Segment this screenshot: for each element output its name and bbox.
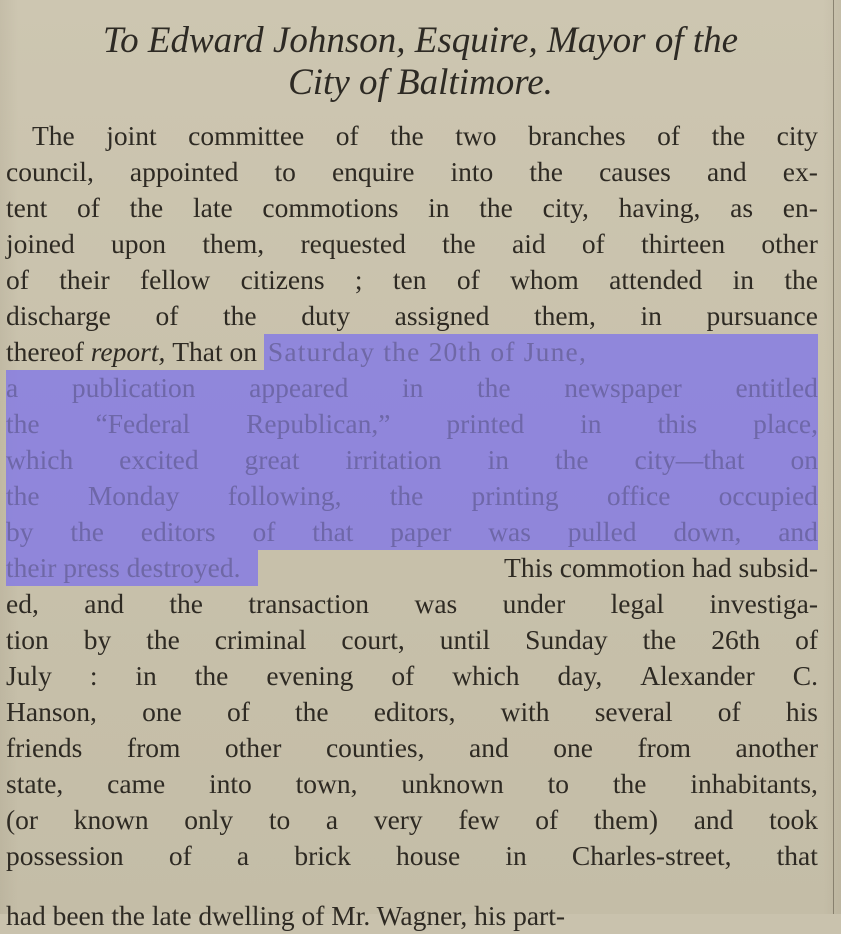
word: a	[325, 804, 339, 835]
word: unknown	[401, 768, 504, 799]
word: following,	[227, 480, 342, 511]
word: as	[730, 192, 754, 223]
word: friends	[6, 732, 83, 763]
word: The	[32, 120, 75, 151]
highlight-end: their press destroyed.	[6, 550, 258, 586]
word: and	[693, 804, 734, 835]
word: publication	[71, 372, 196, 403]
word: branches	[527, 120, 626, 151]
word: great	[244, 444, 300, 475]
word: council,	[6, 156, 94, 187]
word: and	[84, 588, 124, 619]
word: and	[778, 516, 818, 547]
word: attended	[609, 264, 703, 295]
word: (or	[6, 804, 39, 835]
word: Charles-street,	[571, 840, 732, 871]
text-line	[6, 694, 818, 730]
word: commotions	[262, 192, 399, 223]
word: state,	[6, 768, 64, 799]
word: C.	[792, 660, 818, 691]
word: the	[612, 768, 647, 799]
word: in	[402, 372, 424, 403]
word: tion	[6, 624, 49, 655]
word: joint	[106, 120, 157, 151]
word: en-	[782, 192, 818, 223]
text-line	[6, 622, 818, 658]
word: Republican,”	[246, 408, 391, 439]
word: by	[83, 624, 112, 655]
word: upon	[111, 228, 167, 259]
word: the	[442, 228, 476, 259]
word: in	[135, 660, 157, 691]
word: the	[642, 624, 677, 655]
word: court,	[341, 624, 405, 655]
word: with	[500, 696, 550, 727]
word: the	[529, 156, 563, 187]
word: ex-	[782, 156, 818, 187]
word: Alexander	[640, 660, 755, 691]
word: that	[312, 516, 354, 547]
word: city,	[542, 192, 589, 223]
article-body	[6, 118, 818, 874]
column-rule	[833, 0, 834, 914]
word: in	[505, 840, 527, 871]
word: town,	[295, 768, 358, 799]
word: assigned	[394, 300, 490, 331]
word: which	[6, 444, 74, 475]
word: in	[428, 192, 450, 223]
highlighted-line	[6, 478, 818, 514]
word: of	[391, 660, 415, 691]
word: one	[142, 696, 182, 727]
word: Hanson,	[6, 696, 97, 727]
highlighted-line	[6, 514, 818, 550]
word: them,	[202, 228, 265, 259]
word: from	[126, 732, 181, 763]
word: thirteen	[641, 228, 726, 259]
word: place,	[753, 408, 818, 439]
word: committee	[188, 120, 305, 151]
word: evening	[266, 660, 354, 691]
word: city	[776, 120, 818, 151]
cutoff-line: had been the late dwelling of Mr. Wagner, his part-	[6, 900, 565, 931]
word: citizens	[240, 264, 325, 295]
line-rest: This commotion had subsid-	[504, 552, 818, 583]
line-mid: That on	[172, 336, 264, 367]
word: came	[107, 768, 166, 799]
word: of	[535, 804, 559, 835]
word: of	[717, 696, 741, 727]
word: the	[70, 516, 104, 547]
word: enquire	[331, 156, 415, 187]
word: in	[640, 300, 662, 331]
word: of	[657, 120, 681, 151]
word: criminal	[214, 624, 307, 655]
word: took	[769, 804, 818, 835]
word: editors,	[373, 696, 456, 727]
word: Monday	[87, 480, 180, 511]
word: the	[554, 444, 589, 475]
word: entitled	[735, 372, 818, 403]
word: very	[373, 804, 423, 835]
word: having,	[618, 192, 701, 223]
text-line	[6, 802, 818, 838]
word: of	[155, 300, 179, 331]
word: the	[6, 480, 40, 511]
word: the	[784, 264, 818, 295]
text-line	[6, 118, 818, 154]
word: until	[439, 624, 491, 655]
text-line	[6, 334, 818, 370]
word: known	[73, 804, 149, 835]
word: house	[396, 840, 461, 871]
text-line	[6, 298, 818, 334]
word: to	[274, 156, 296, 187]
word: joined	[6, 228, 75, 259]
word: them)	[593, 804, 659, 835]
word: the	[129, 192, 164, 223]
word: ed,	[6, 588, 39, 619]
word: investiga-	[709, 588, 818, 619]
word: the	[711, 120, 746, 151]
word: requested	[300, 228, 406, 259]
title-line-2: City of Baltimore.	[288, 62, 553, 103]
word: two	[455, 120, 497, 151]
word: July	[6, 660, 52, 691]
word: discharge	[6, 300, 111, 331]
word: of	[335, 120, 359, 151]
word: them,	[533, 300, 596, 331]
word: legal	[610, 588, 665, 619]
text-line	[6, 730, 818, 766]
word: Sunday	[525, 624, 608, 655]
word: ten	[392, 264, 427, 295]
word: ;	[354, 264, 363, 295]
word: which	[452, 660, 520, 691]
word: into	[450, 156, 494, 187]
article-title	[0, 20, 841, 104]
word: occupied	[718, 480, 818, 511]
word: of	[168, 840, 192, 871]
text-line	[6, 154, 818, 190]
word: to	[547, 768, 570, 799]
word: other	[224, 732, 282, 763]
word: in	[732, 264, 755, 295]
text-line	[6, 550, 818, 586]
italic-word: report,	[90, 336, 173, 367]
word: fellow	[139, 264, 211, 295]
word: transaction	[248, 588, 370, 619]
text-line	[6, 658, 818, 694]
word: several	[594, 696, 673, 727]
word: down,	[673, 516, 742, 547]
word: his	[785, 696, 818, 727]
word: and	[706, 156, 747, 187]
word: irritation	[345, 444, 442, 475]
word: a	[6, 372, 19, 403]
word: the	[6, 408, 40, 439]
word: 26th	[711, 624, 761, 655]
word: day,	[557, 660, 603, 691]
word: from	[637, 732, 691, 763]
word: duty	[301, 300, 351, 331]
word: one	[553, 732, 593, 763]
word: in	[580, 408, 602, 439]
word: whom	[510, 264, 579, 295]
word: of	[6, 264, 29, 295]
word: this	[657, 408, 698, 439]
word: office	[606, 480, 671, 511]
text-line	[6, 226, 818, 262]
line-start: thereof	[6, 336, 91, 367]
word: the	[146, 624, 180, 655]
word: printing	[471, 480, 559, 511]
word: of	[795, 624, 818, 655]
word: the	[477, 372, 511, 403]
word: was	[414, 588, 458, 619]
word: of	[581, 228, 605, 259]
word: the	[390, 120, 424, 151]
word: of	[226, 696, 250, 727]
text-line	[6, 766, 818, 802]
word: their	[59, 264, 110, 295]
text-line	[6, 838, 818, 874]
word: and	[469, 732, 509, 763]
word: causes	[599, 156, 671, 187]
word: brick	[294, 840, 351, 871]
word: by	[6, 516, 34, 547]
word: of	[76, 192, 100, 223]
word: to	[268, 804, 291, 835]
word: the	[194, 660, 229, 691]
word: few	[458, 804, 500, 835]
word: paper	[390, 516, 452, 547]
text-line	[6, 262, 818, 298]
word: appointed	[129, 156, 239, 187]
word: “Federal	[95, 408, 191, 439]
word: other	[761, 228, 818, 259]
highlighted-line	[6, 406, 818, 442]
text-line	[6, 586, 818, 622]
word: appeared	[249, 372, 349, 403]
word: of	[252, 516, 276, 547]
word: editors	[140, 516, 216, 547]
word: only	[184, 804, 234, 835]
word: in	[487, 444, 510, 475]
word: into	[209, 768, 252, 799]
word: possession	[6, 840, 124, 871]
word: the	[222, 300, 257, 331]
word: newspaper	[564, 372, 682, 403]
highlight-start: Saturday the 20th of June,	[264, 334, 818, 370]
word: the	[295, 696, 329, 727]
highlighted-line	[6, 370, 818, 406]
word: of	[456, 264, 480, 295]
word: that	[776, 840, 818, 871]
highlighted-line	[6, 442, 818, 478]
word: tent	[6, 192, 48, 223]
word: another	[735, 732, 818, 763]
word: the	[389, 480, 424, 511]
text-line	[6, 190, 818, 226]
word: inhabitants,	[690, 768, 818, 799]
word: was	[488, 516, 531, 547]
word: :	[89, 660, 98, 691]
word: a	[236, 840, 250, 871]
word: the	[169, 588, 203, 619]
word: late	[192, 192, 233, 223]
word: city—that	[634, 444, 745, 475]
word: aid	[512, 228, 546, 259]
word: pursuance	[706, 300, 818, 331]
word: printed	[446, 408, 525, 439]
word: the	[479, 192, 513, 223]
word: pulled	[567, 516, 637, 547]
word: excited	[119, 444, 199, 475]
word: under	[502, 588, 566, 619]
word: on	[790, 444, 818, 475]
word: counties,	[325, 732, 425, 763]
title-line-1: To Edward Johnson, Esquire, Mayor of the	[102, 20, 739, 61]
